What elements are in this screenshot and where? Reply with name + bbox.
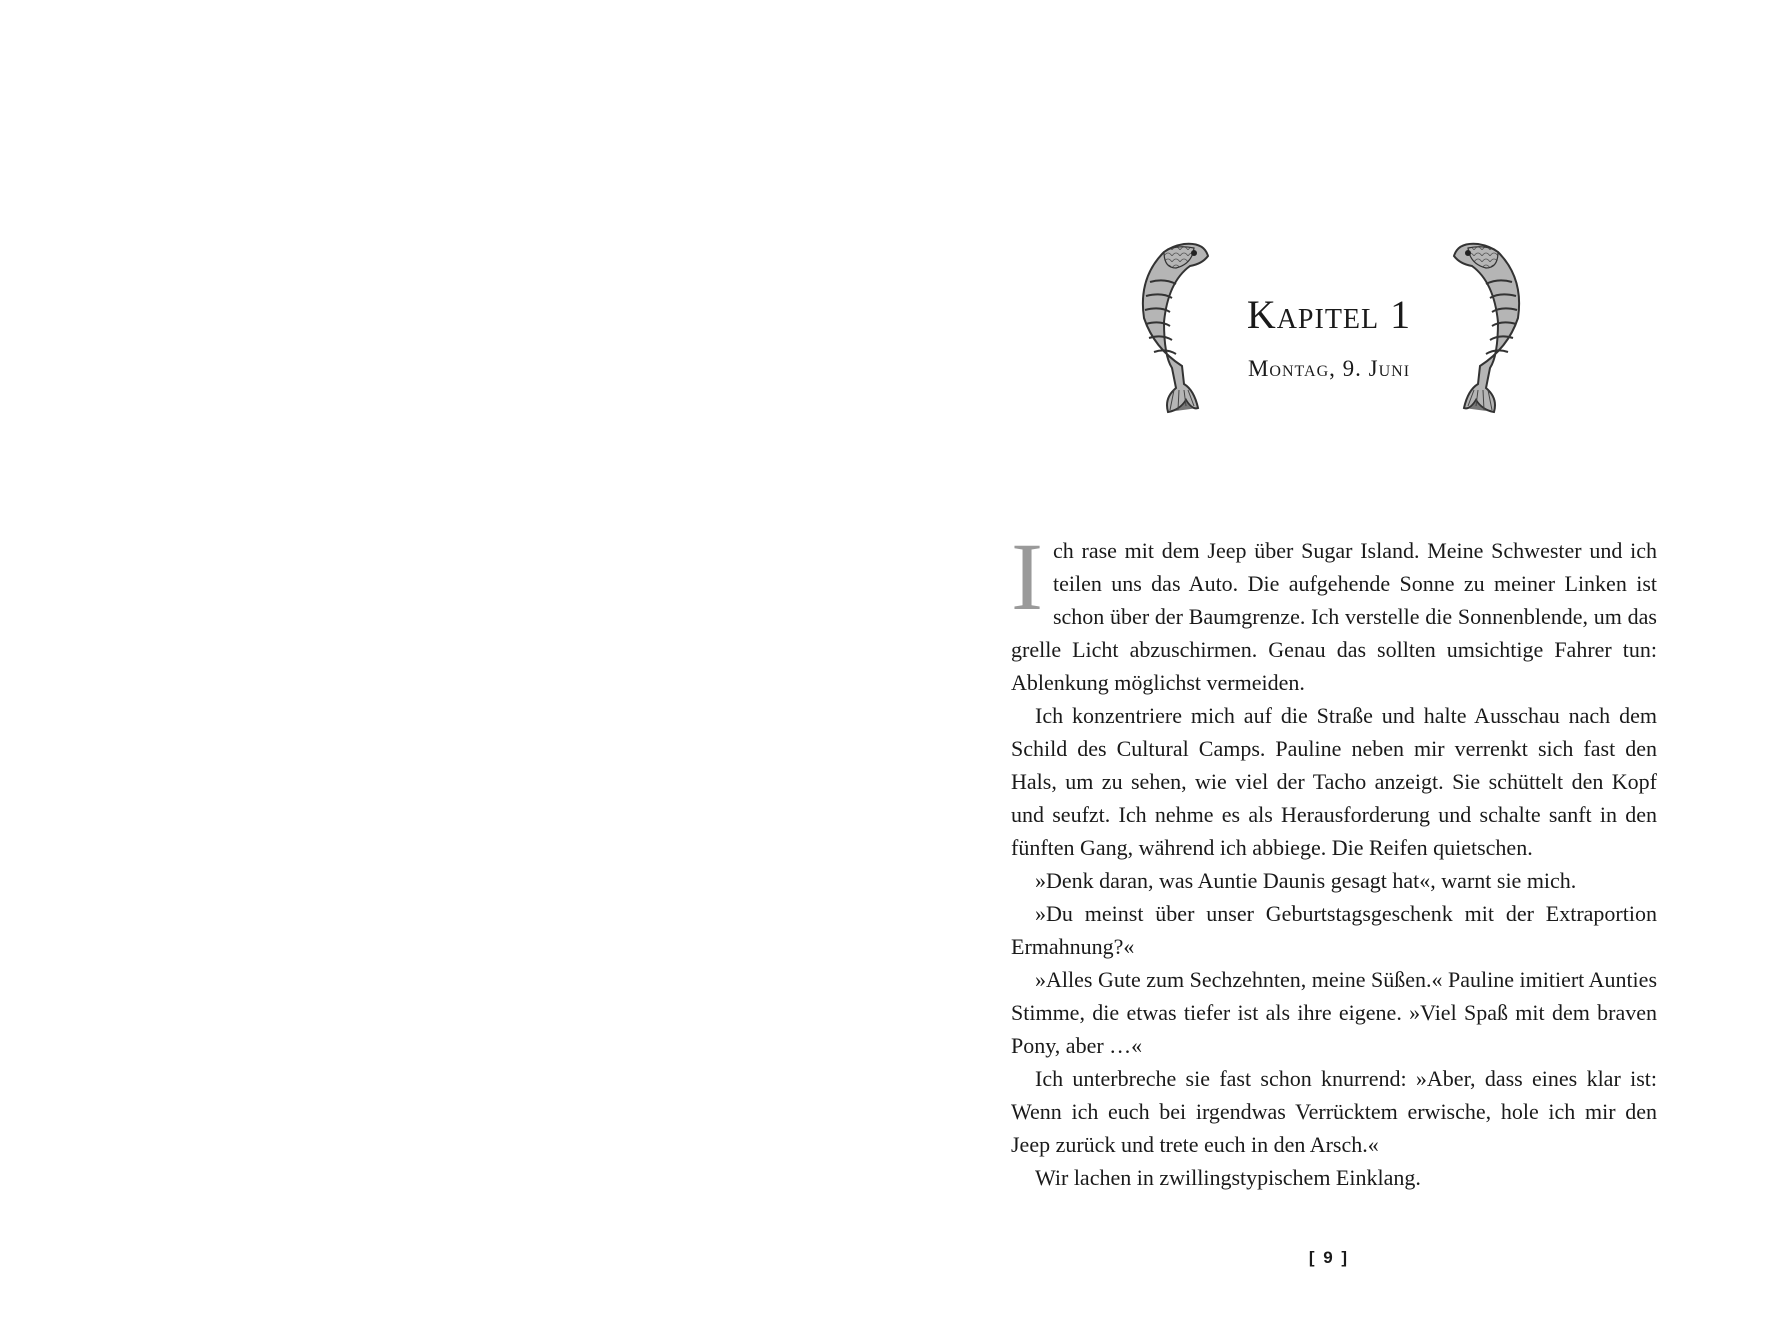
chapter-text — [1011, 523, 1657, 1194]
paragraph: »Denk daran, was Auntie Daunis gesagt hat«, warnt sie mich. — [1035, 868, 1577, 893]
paragraph: Ich unterbreche sie fast schon knurrend: »Aber, dass eines klar ist: Wenn ich euch bei irgendwas Verrücktem erwische, hole ich mir den Jeep zurück und trete euch in den Arsch.« — [1011, 1066, 1657, 1157]
paragraph: Wir lachen in zwillingstypischem Einklang. — [1035, 1165, 1421, 1190]
paragraph: Ich rase mit dem Jeep über Sugar Island. Meine Schwester und ich teilen uns das Auto. Die aufgehende Sonne zu meiner Linken ist schon über der Baumgrenze. Ich verstelle die Sonnenblende, um das grelle Licht abzuschirmen. Genau das sollten umsichtige Fahrer tun: Ablenkung möglichst vermeiden. — [1011, 523, 1657, 695]
paragraph: Ich konzentriere mich auf die Straße und halte Ausschau nach dem Schild des Cultural Camps. Pauline neben mir verrenkt sich fast den Hals, um zu sehen, wie viel der Tacho anzeigt. Sie schüttelt den Kopf und seufzt. Ich nehme es als Herausforderung und schalte sanft in den fünften Gang, während ich abbiege. Die Reifen quietschen. — [1011, 703, 1657, 860]
right-page — [886, 0, 1772, 1341]
paragraph: »Du meinst über unser Geburtstagsgeschenk mit der Extraportion Ermahnung?« — [1011, 901, 1657, 959]
chapter-heading — [886, 238, 1772, 438]
chapter-title: Kapitel 1 — [1246, 292, 1412, 337]
chapter-date: Montag, 9. Juni — [1247, 356, 1411, 381]
fish-ornament-icon — [1448, 238, 1538, 418]
drop-cap: I — [1011, 523, 1043, 630]
paragraph: »Alles Gute zum Sechzehnten, meine Süßen.« Pauline imitiert Aunties Stimme, die etwas tiefer ist als ihre eigene. »Viel Spaß mit dem braven Pony, aber …« — [1011, 967, 1657, 1058]
page-number: [ 9 ] — [1308, 1248, 1350, 1267]
